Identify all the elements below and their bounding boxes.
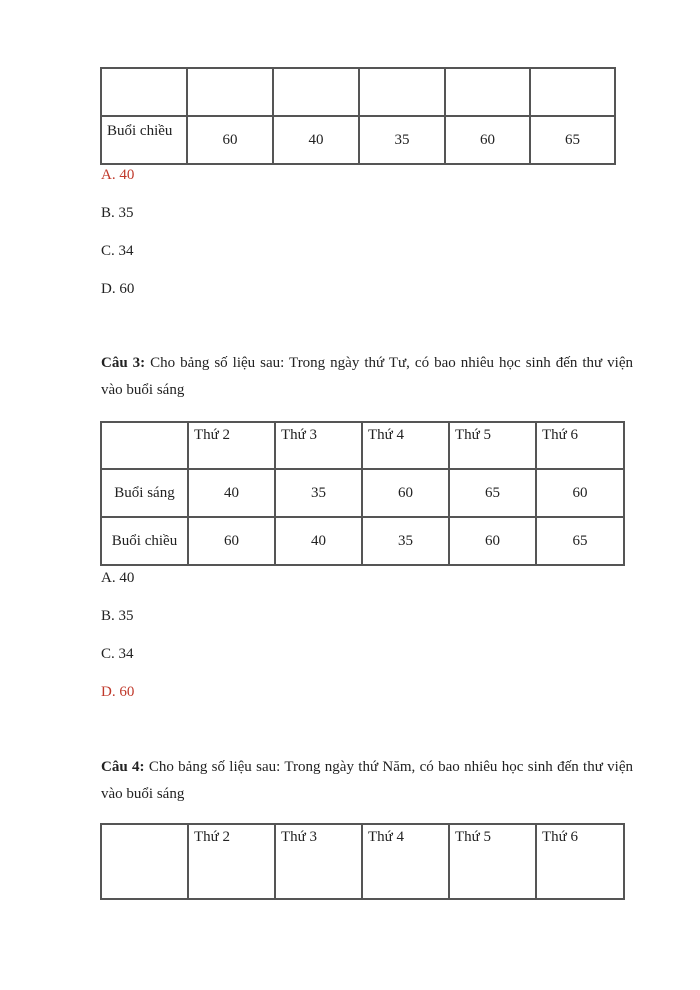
table-row [101, 469, 624, 517]
option-d: D. 60 [101, 281, 135, 297]
question-text: Cho bảng số liệu sau: Trong ngày thứ Tư, có bao nhiêu học sinh đến thư viện vào buổi sáng [101, 355, 633, 398]
option-c: C. 34 [101, 243, 134, 259]
table-cell: 60 [188, 517, 275, 565]
table-cell: 60 [445, 116, 530, 164]
option-c: C. 34 [101, 646, 134, 662]
table-cell [101, 422, 188, 469]
question-number: Câu 4: [101, 759, 145, 775]
table-cell: 40 [275, 517, 362, 565]
header-cell: Thứ 3 [275, 422, 362, 469]
header-cell: Thứ 3 [275, 824, 362, 899]
option-a: A. 40 [101, 570, 135, 586]
row-label: Buổi chiều [101, 517, 188, 565]
table-q3 [100, 421, 625, 566]
table-cell: 35 [362, 517, 449, 565]
header-cell: Thứ 4 [362, 422, 449, 469]
table-q2 [100, 67, 616, 165]
header-cell: Thứ 6 [536, 422, 624, 469]
row-label: Buổi sáng [101, 469, 188, 517]
header-cell: Thứ 4 [362, 824, 449, 899]
table-header-row [101, 68, 615, 116]
table-cell [101, 68, 187, 116]
table-cell [187, 68, 273, 116]
header-cell: Thứ 5 [449, 824, 536, 899]
table-q4 [100, 823, 625, 900]
table-cell: 40 [188, 469, 275, 517]
table-cell: 65 [530, 116, 615, 164]
table-header-row [101, 422, 624, 469]
header-cell: Thứ 2 [188, 422, 275, 469]
table-cell [530, 68, 615, 116]
option-a: A. 40 [101, 167, 135, 183]
option-d: D. 60 [101, 684, 135, 700]
table-cell: 60 [449, 517, 536, 565]
question-number: Câu 3: [101, 355, 146, 371]
question-text: Cho bảng số liệu sau: Trong ngày thứ Năm, có bao nhiêu học sinh đến thư viện vào buổi sáng [101, 759, 633, 802]
question-4 [101, 754, 633, 808]
row-label: Buổi chiều [101, 116, 187, 164]
table-cell [445, 68, 530, 116]
table-header-row [101, 824, 624, 899]
header-cell: Thứ 6 [536, 824, 624, 899]
table-cell: 60 [536, 469, 624, 517]
table-cell: 60 [187, 116, 273, 164]
table-row [101, 116, 615, 164]
option-b: B. 35 [101, 205, 134, 221]
table-cell: 35 [275, 469, 362, 517]
table-cell: 40 [273, 116, 359, 164]
table-cell [273, 68, 359, 116]
table-cell: 65 [449, 469, 536, 517]
header-cell: Thứ 2 [188, 824, 275, 899]
table-cell [359, 68, 445, 116]
table-cell: 60 [362, 469, 449, 517]
header-cell: Thứ 5 [449, 422, 536, 469]
question-3 [101, 350, 633, 404]
table-row [101, 517, 624, 565]
table-cell: 35 [359, 116, 445, 164]
option-b: B. 35 [101, 608, 134, 624]
table-cell [101, 824, 188, 899]
table-cell: 65 [536, 517, 624, 565]
